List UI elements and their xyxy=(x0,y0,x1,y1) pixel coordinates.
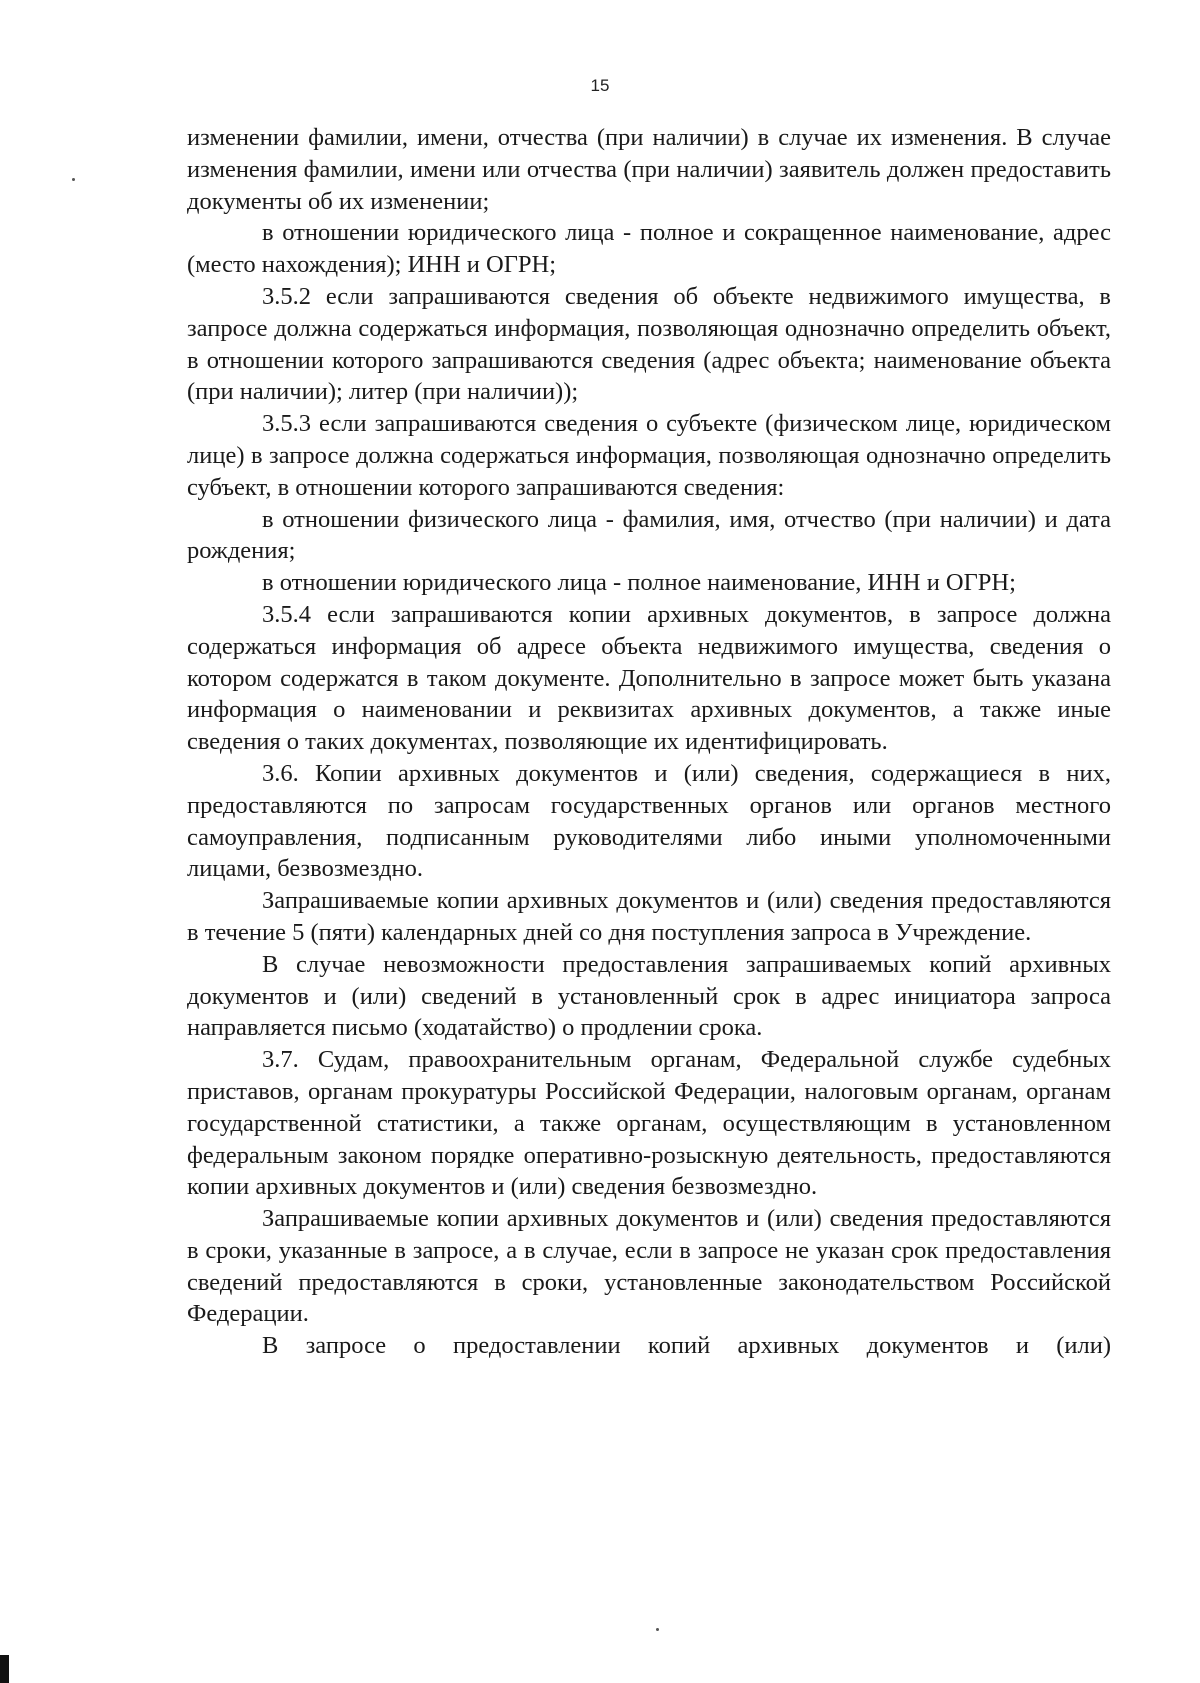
paragraph-5-days: Запрашиваемые копии архивных документов и (или) сведения предоставляются в течение 5 (пяти) календарных дней со дня поступления запроса в Учреждение. xyxy=(187,887,1111,946)
paragraph-legal-entity: в отношении юридического лица - полное наименование, ИНН и ОГРН; xyxy=(262,569,1016,597)
paragraph-3-6: 3.6. Копии архивных документов и (или) сведения, содержащиеся в них, предоставляются по запросам государственных органов или органов местного самоуправления, подписанным руководителями либо иными уполномоченными лицами, безвозмездно. xyxy=(187,759,1111,883)
paragraph-legal-entity-name: в отношении юридического лица - полное и сокращенное наименование, адрес (место нахождения); ИНН и ОГРН; xyxy=(187,219,1111,279)
paragraph-individual: в отношении физического лица - фамилия, имя, отчество (при наличии) и дата рождения; xyxy=(187,505,1111,565)
paragraph-request-start: В запросе о предоставлении копий архивных документов и (или) xyxy=(262,1332,1111,1360)
scan-edge-mark xyxy=(0,1655,9,1683)
scan-speck xyxy=(72,178,75,181)
document-body xyxy=(187,122,1111,1362)
paragraph-3-5-3: 3.5.3 если запрашиваются сведения о субъекте (физическом лице, юридическом лице) в запросе должна содержаться информация, позволяющая однозначно определить субъект, в отношении которого запрашиваются сведения: xyxy=(187,410,1111,501)
paragraph-3-5-2: 3.5.2 если запрашиваются сведения об объекте недвижимого имущества, в запросе должна содержаться информация, позволяющая однозначно определить объект, в отношении которого запрашиваются сведения (адрес объекта; наименование объекта (при наличии); литер (при наличии)); xyxy=(187,282,1111,406)
paragraph-3-7: 3.7. Судам, правоохранительным органам, Федеральной службе судебных приставов, органам прокуратуры Российской Федерации, налоговым органам, органам государственной статистики, а также органам, осуществляющим в установленном федеральным законом порядке оперативно-розыскную деятельность, предоставляются копии архивных документов и (или) сведения безвозмездно. xyxy=(187,1046,1111,1201)
paragraph-impossibility: В случае невозможности предоставления запрашиваемых копий архивных документов и (или) сведений в установленный срок в адрес инициатора запроса направляется письмо (ходатайство) о продлении срока. xyxy=(187,950,1111,1042)
scan-speck xyxy=(656,1628,659,1631)
paragraph-deadlines: Запрашиваемые копии архивных документов и (или) сведения предоставляются в сроки, указанные в запросе, а в случае, если в запросе не указан срок предоставления сведений предоставляются в сроки, установленные законодательством Российской Федерации. xyxy=(187,1205,1111,1328)
paragraph-3-5-4: 3.5.4 если запрашиваются копии архивных документов, в запросе должна содержаться информация об адресе объекта недвижимого имущества, сведения о котором содержатся в таком документе. Дополнительно в запросе может быть указана информация о наименовании и реквизитах архивных документов, а также иные сведения о таких документах, позволяющие их идентифицировать. xyxy=(187,600,1111,756)
page-number: 15 xyxy=(590,76,610,95)
paragraph-continuation: изменении фамилии, имени, отчества (при наличии) в случае их изменения. В случае изменения фамилии, имени или отчества (при наличии) заявитель должен предоставить документы об их изменении; xyxy=(187,124,1111,215)
